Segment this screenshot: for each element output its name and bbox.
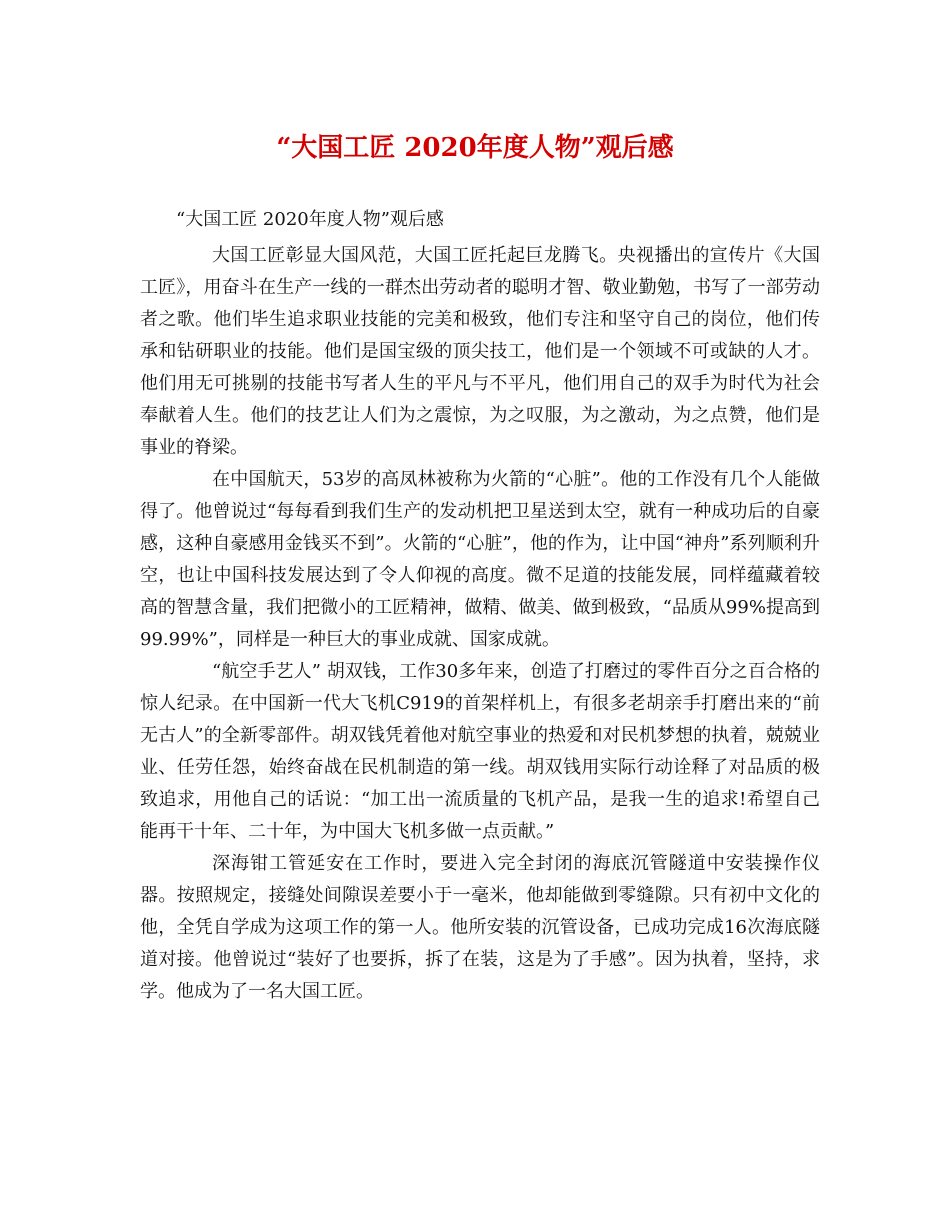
document-body <box>140 204 820 1008</box>
paragraph-4: 深海钳工管延安在工作时，要进入完全封闭的海底沉管隧道中安装操作仪器。按照规定，接缝处间隙误差要小于一毫米，他却能做到零缝隙。只有初中文化的他，全凭自学成为这项工作的第一人。他所安装的沉管设备，已成功完成16次海底隧道对接。他曾说过“装好了也要拆，拆了在装，这是为了手感”。因为执着，坚持，求学。他成为了一名大国工匠。 <box>140 853 820 1002</box>
document-subtitle: “大国工匠 2020年度人物”观后感 <box>176 209 444 230</box>
document-title: “大国工匠 2020年度人物”观后感 <box>276 133 674 163</box>
paragraph-3: “航空手艺人” 胡双钱，工作30多年来，创造了打磨过的零件百分之百合格的惊人纪录。在中国新一代大飞机C919的首架样机上，有很多老胡亲手打磨出来的“前无古人”的全新零部件。胡双钱凭着他对航空事业的热爱和对民机梦想的执着，兢兢业业、任劳任怨，始终奋战在民机制造的第一线。胡双钱用实际行动诠释了对品质的极致追求，用他自己的话说：“加工出一流质量的飞机产品，是我一生的追求!希望自己能再干十年、二十年，为中国大飞机多做一点贡献。” <box>140 661 820 842</box>
paragraph-1: 大国工匠彰显大国风范，大国工匠托起巨龙腾飞。央视播出的宣传片《大国工匠》，用奋斗在生产一线的一群杰出劳动者的聪明才智、敬业勤勉，书写了一部劳动者之歌。他们毕生追求职业技能的完美和极致，他们专注和坚守自己的岗位，他们传承和钻研职业的技能。他们是国宝级的顶尖技工，他们是一个领域不可或缺的人才。他们用无可挑剔的技能书写者人生的平凡与不平凡，他们用自己的双手为时代为社会奉献着人生。他们的技艺让人们为之震惊，为之叹服，为之激动，为之点赞，他们是事业的脊梁。 <box>140 245 820 458</box>
paragraph-2: 在中国航天，53岁的高凤林被称为火箭的“心脏”。他的工作没有几个人能做得了。他曾说过“每每看到我们生产的发动机把卫星送到太空，就有一种成功后的自豪感，这种自豪感用金钱买不到”。火箭的“心脏”，他的作为，让中国“神舟”系列顺利升空，也让中国科技发展达到了令人仰视的高度。微不足道的技能发展，同样蕴藏着较高的智慧含量，我们把微小的工匠精神，做精、做美、做到极致，“品质从99%提高到99.99%”，同样是一种巨大的事业成就、国家成就。 <box>140 469 820 650</box>
